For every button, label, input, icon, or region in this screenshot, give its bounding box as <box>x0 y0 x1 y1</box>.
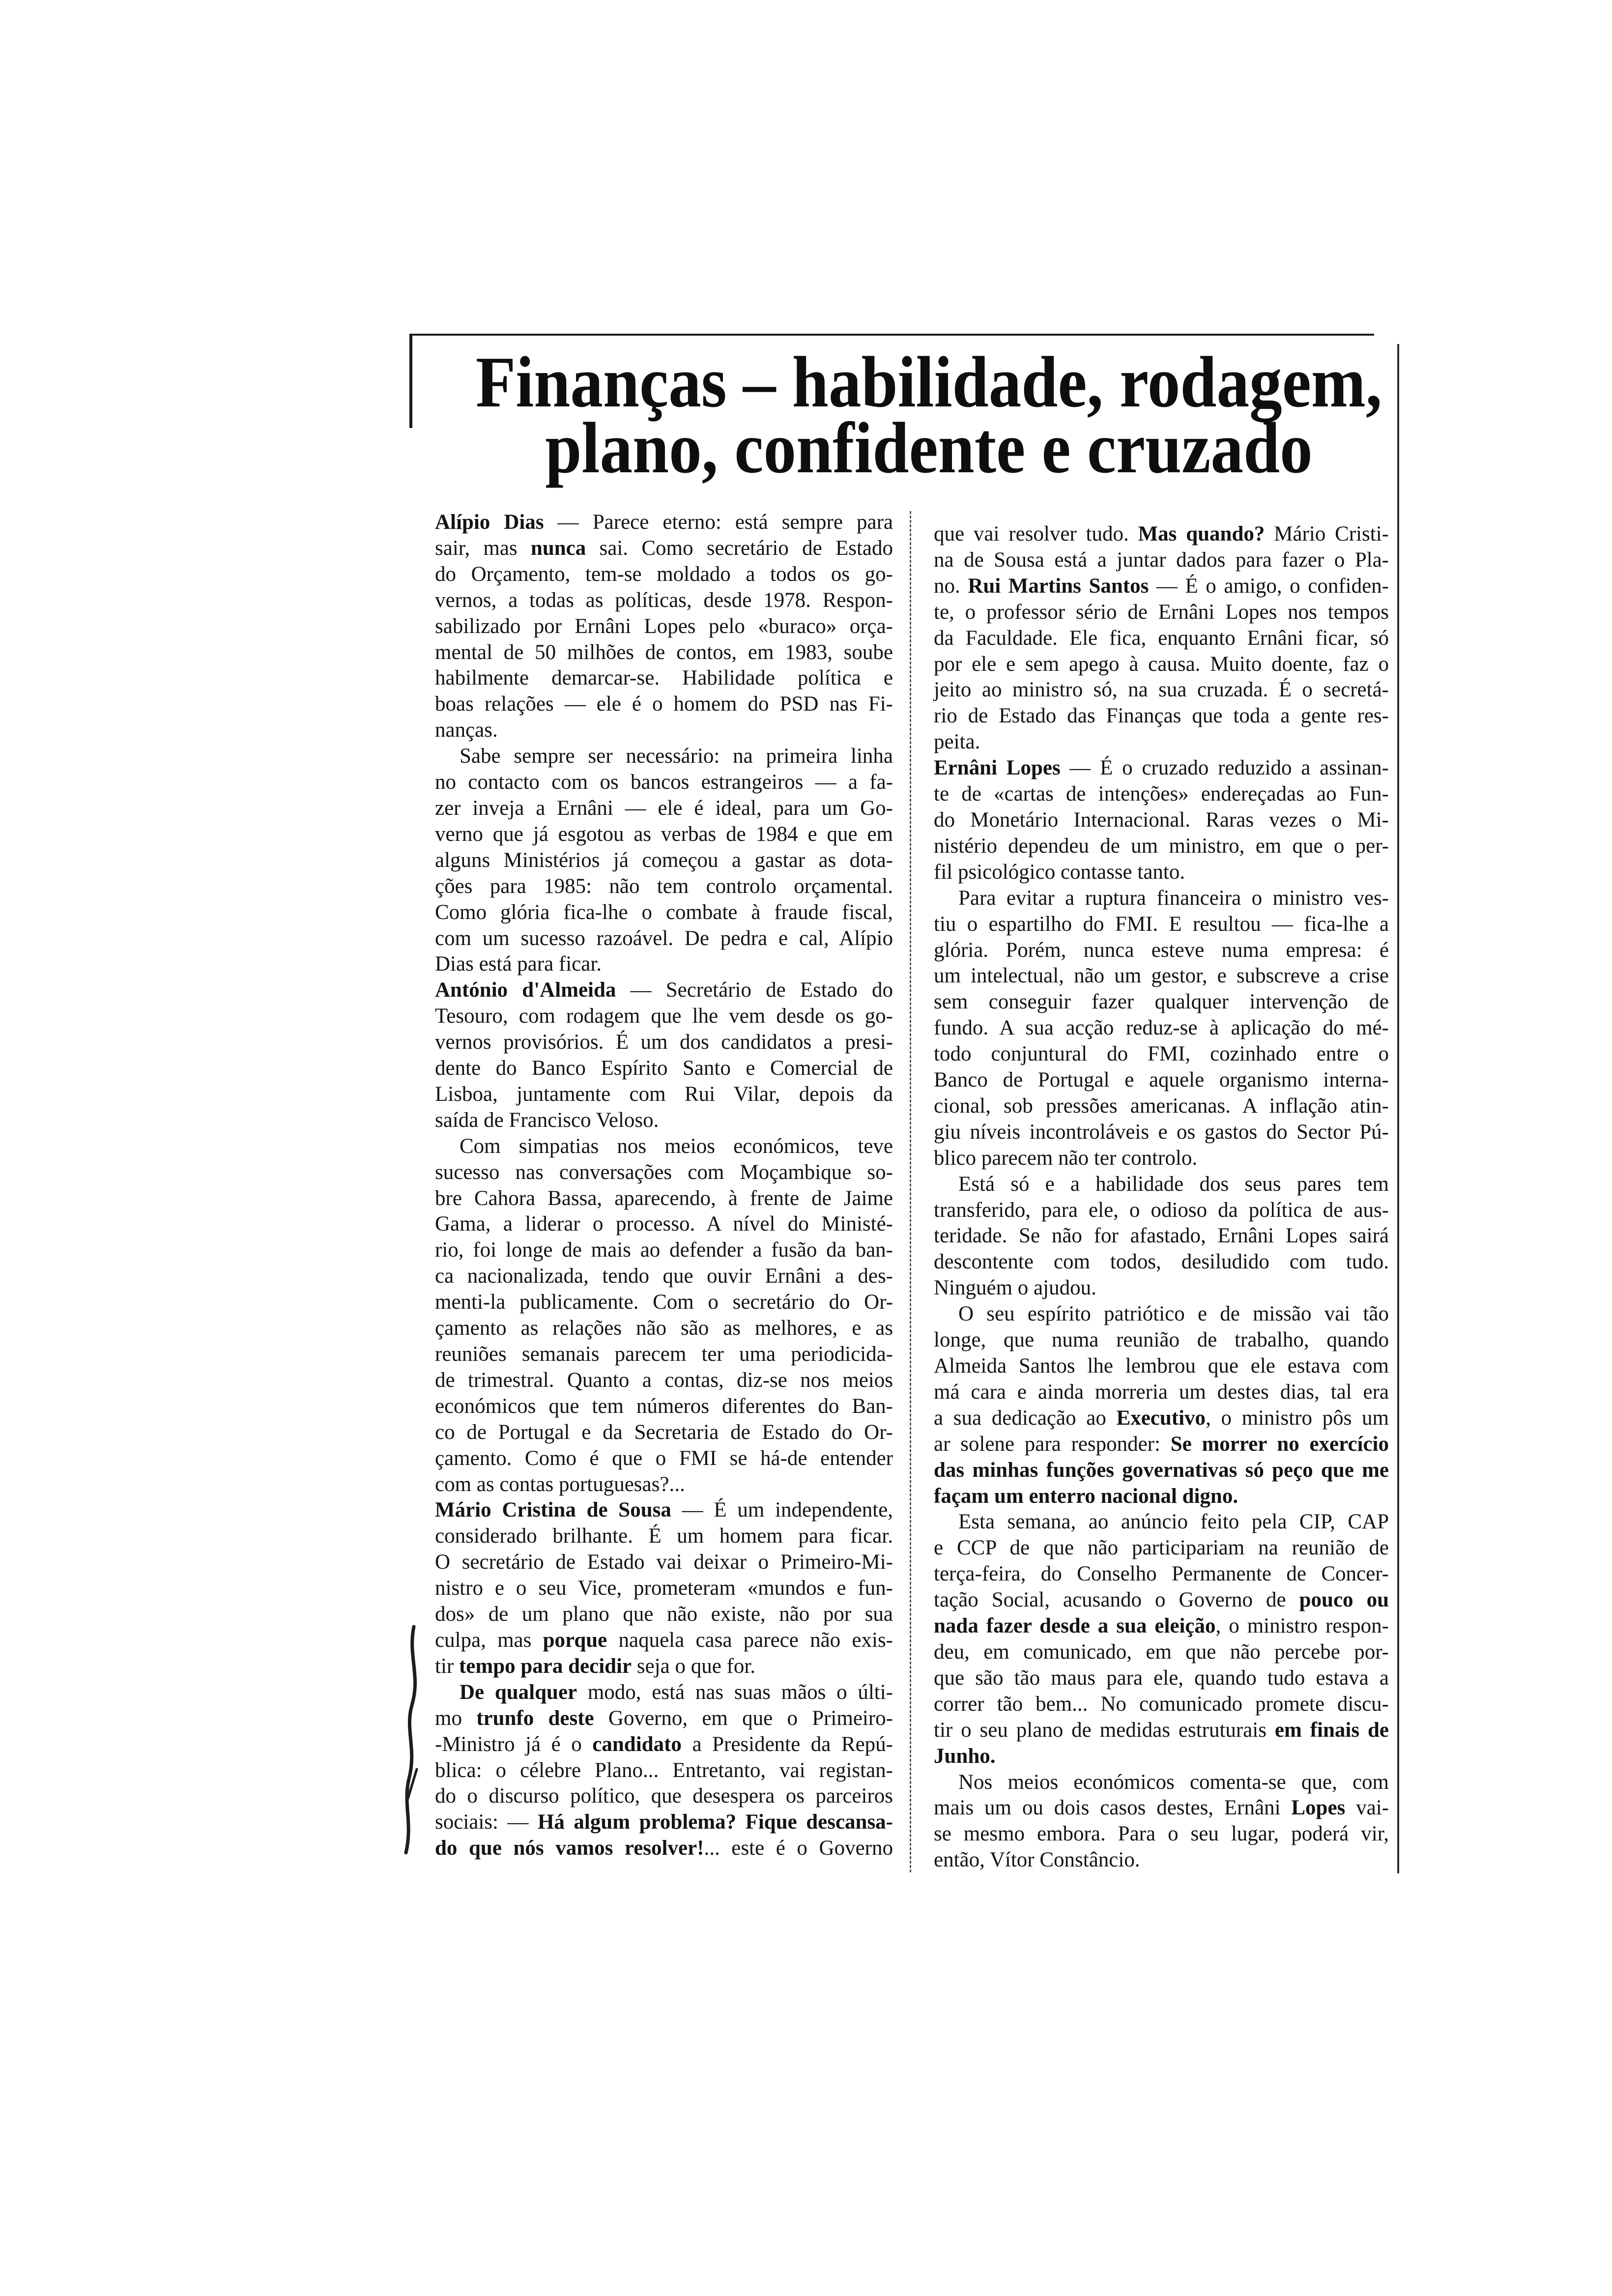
text-line: Nos meios económicos comenta-se que, com <box>958 1770 1389 1794</box>
text-line <box>934 1613 1389 1639</box>
paragraph <box>934 1172 1389 1302</box>
text-line: te, o professor sério de Ernâni Lopes nos tempos <box>934 600 1389 624</box>
right-text-column <box>934 521 1389 1873</box>
text-run: seja o que for. <box>632 1654 756 1678</box>
bold-text-run: Se morrer no exercício <box>1170 1432 1389 1456</box>
bold-text-run: Alípio Dias <box>435 511 544 534</box>
text-line: económicos que tem números diferentes do Ban- <box>435 1394 893 1418</box>
text-run: tir <box>435 1654 459 1678</box>
top-border-rule <box>411 334 1374 336</box>
profile-paragraph <box>435 977 893 1133</box>
text-line: terça-feira, do Conselho Permanente de Concer- <box>934 1562 1389 1586</box>
text-line: nistro e o seu Vice, prometeram «mundos e fun- <box>435 1577 893 1600</box>
text-line: Sabe sempre ser necessário: na primeira linha <box>460 745 893 768</box>
text-line: considerado brilhante. É um homem para ficar. <box>435 1524 893 1548</box>
bold-text-run: façam um enterro nacional digno. <box>934 1484 1238 1508</box>
text-line: zer inveja a Ernâni — ele é ideal, para um Go- <box>435 796 893 820</box>
text-line: de trimestral. Quanto a contas, diz-se nos meios <box>435 1368 893 1392</box>
text-line <box>934 574 1389 600</box>
handwritten-margin-mark <box>388 1622 428 1867</box>
text-line <box>934 1744 1389 1770</box>
text-line: fundo. A sua acção reduz-se à aplicação do mé- <box>934 1016 1389 1040</box>
text-line: longe, que numa reunião de trabalho, quando <box>934 1328 1389 1352</box>
text-run: modo, está nas suas mãos o últi- <box>577 1680 893 1704</box>
bold-text-run: do que nós vamos resolver! <box>435 1837 704 1860</box>
text-line: que são tão maus para ele, quando tudo estava a <box>934 1666 1389 1690</box>
text-line: peita. <box>934 730 980 754</box>
text-line <box>934 755 1389 781</box>
text-line: çamento as relações não são as melhores, e as <box>435 1317 893 1340</box>
right-border-rule <box>1397 344 1399 1873</box>
text-line: giu níveis incontroláveis e os gastos do Sector Pú- <box>934 1120 1389 1144</box>
text-run: — É um independente, <box>671 1498 893 1522</box>
text-line <box>435 1680 893 1706</box>
text-run: , o ministro pôs um <box>1206 1406 1389 1430</box>
text-line: çamento. Como é que o FMI se há-de entender <box>435 1446 893 1470</box>
text-line <box>435 1628 893 1654</box>
bold-text-run: trunfo deste <box>476 1706 594 1730</box>
text-line: Gama, a liderar o processo. A nível do Ministé- <box>435 1212 893 1236</box>
text-run: , o ministro respon- <box>1215 1614 1389 1638</box>
headline <box>388 342 1469 488</box>
text-line <box>435 1706 893 1732</box>
text-line: mental de 50 milhões de contos, em 1983, soube <box>435 640 893 664</box>
text-line <box>934 1795 1389 1821</box>
text-line: reuniões semanais parecem ter uma periodicida- <box>435 1343 893 1366</box>
text-line: nanças. <box>435 718 498 742</box>
text-line: vernos, a todas as políticas, desde 1978. Respon- <box>435 588 893 612</box>
text-line: co de Portugal e da Secretaria de Estado do Or- <box>435 1420 893 1444</box>
text-run: -Ministro já é o <box>435 1732 593 1756</box>
text-line: Para evitar a ruptura financeira o ministro ves- <box>958 886 1389 910</box>
text-line: na de Sousa está a juntar dados para fazer o Pla- <box>934 548 1389 572</box>
text-line: cional, sob pressões americanas. A inflação atin- <box>934 1094 1389 1118</box>
text-line: habilmente demarcar-se. Habilidade política e <box>435 666 893 690</box>
paragraph <box>934 521 1389 755</box>
text-line: Com simpatias nos meios económicos, teve <box>460 1134 893 1158</box>
text-line <box>435 1654 893 1680</box>
bold-text-run: nunca <box>530 536 586 560</box>
paragraph <box>435 1134 893 1498</box>
text-line: Dias está para ficar. <box>435 952 602 976</box>
text-run: sociais: — <box>435 1810 538 1834</box>
text-run: no. <box>934 574 968 598</box>
text-line: boas relações — ele é o homem do PSD nas Fi- <box>435 692 893 716</box>
text-run: — É o cruzado reduzido a assinan- <box>1060 756 1389 780</box>
text-line: te de «cartas de intenções» endereçadas ao Fun- <box>934 782 1389 806</box>
text-run: ... este é o Governo <box>704 1837 893 1860</box>
profile-paragraph <box>435 1497 893 1679</box>
text-line: má cara e ainda morreria um destes dias, tal era <box>934 1380 1389 1404</box>
bold-text-run: em finais de <box>1274 1718 1389 1742</box>
text-run: mo <box>435 1706 477 1730</box>
text-run: Mário Cristi- <box>1265 522 1389 545</box>
text-line <box>435 1836 893 1862</box>
bold-text-run: pouco ou <box>1299 1588 1389 1612</box>
text-line <box>435 1497 893 1523</box>
text-line: Ninguém o ajudou. <box>934 1276 1096 1300</box>
text-line: nistério dependeu de um ministro, em que o per- <box>934 834 1389 858</box>
paragraph <box>934 1770 1389 1874</box>
headline-line-1: Finanças – habilidade, rodagem, <box>475 342 1382 423</box>
text-line <box>934 521 1389 547</box>
text-run: vai- <box>1345 1796 1389 1820</box>
text-line: sabilizado por Ernâni Lopes pelo «buraco» orça- <box>435 614 893 638</box>
text-line: O seu espírito patriótico e de missão vai tão <box>958 1302 1389 1326</box>
text-line: verno que já esgotou as verbas de 1984 e que em <box>435 822 893 846</box>
paragraph <box>934 1301 1389 1509</box>
paragraph <box>934 886 1389 1172</box>
bold-text-run: candidato <box>592 1732 682 1756</box>
profile-paragraph <box>435 510 893 744</box>
bold-text-run: tempo para decidir <box>459 1654 632 1678</box>
text-line <box>934 1432 1389 1458</box>
bold-text-run: Mas quando? <box>1138 522 1265 545</box>
text-line: deu, em comunicado, em que não percebe por- <box>934 1640 1389 1664</box>
text-line: rio, foi longe de mais ao defender a fusão da ban- <box>435 1238 893 1262</box>
text-line: Está só e a habilidade dos seus pares tem <box>958 1172 1389 1196</box>
text-run: culpa, mas <box>435 1628 543 1652</box>
text-line: da Faculdade. Ele fica, enquanto Ernâni ficar, só <box>934 626 1389 650</box>
text-line: com um sucesso razoável. De pedra e cal, Alípio <box>435 926 893 950</box>
text-line <box>435 536 893 562</box>
bold-text-run: António d'Almeida <box>435 978 616 1002</box>
text-run: tação Social, acusando o Governo de <box>934 1588 1299 1612</box>
bold-text-run: nada fazer desde a sua eleição <box>934 1614 1216 1638</box>
text-line: descontente com todos, desiludido com tudo. <box>934 1250 1389 1274</box>
text-line <box>435 977 893 1004</box>
bold-text-run: porque <box>543 1628 607 1652</box>
text-line: se mesmo embora. Para o seu lugar, poderá vir, <box>934 1822 1389 1846</box>
text-line: por ele e sem apego à causa. Muito doente, faz o <box>934 652 1389 676</box>
text-line <box>934 1718 1389 1744</box>
text-line: ca nacionalizada, tendo que ouvir Ernâni a des- <box>435 1264 893 1288</box>
paragraph <box>435 1680 893 1862</box>
text-run: sair, mas <box>435 536 531 560</box>
text-line: transferido, para ele, o odioso da política de aus- <box>934 1198 1389 1222</box>
text-line: menti-la publicamente. Com o secretário do Or- <box>435 1291 893 1314</box>
bold-text-run: Ernâni Lopes <box>934 756 1061 780</box>
text-run: — Parece eterno: está sempre para <box>544 511 893 534</box>
text-line: dos» de um plano que não existe, não por sua <box>435 1603 893 1626</box>
text-run: sai. Como secretário de Estado <box>586 536 893 560</box>
text-run: mais um ou dois casos destes, Ernâni <box>934 1796 1292 1820</box>
text-line <box>934 1587 1389 1613</box>
paragraph <box>435 744 893 977</box>
text-run: naquela casa parece não exis- <box>607 1628 893 1652</box>
text-line <box>934 1458 1389 1484</box>
column-separator <box>910 511 911 1872</box>
bold-text-run: De qualquer <box>460 1680 577 1704</box>
profile-paragraph <box>934 755 1389 886</box>
headline-line-2: plano, confidente e cruzado <box>545 408 1313 488</box>
text-line: dente do Banco Espírito Santo e Comercial de <box>435 1057 893 1080</box>
text-line <box>934 1484 1389 1510</box>
text-line: do o discurso político, que desespera os parceiros <box>435 1784 893 1808</box>
text-line: glória. Porém, nunca esteve numa empresa: é <box>934 938 1389 962</box>
text-run: — Secretário de Estado do <box>616 978 893 1002</box>
text-line: vernos provisórios. É um dos candidatos a presi- <box>435 1031 893 1054</box>
bold-text-run: Mário Cristina de Sousa <box>435 1498 671 1522</box>
text-run: Governo, em que o Primeiro- <box>594 1706 893 1730</box>
text-line <box>435 1732 893 1758</box>
bold-text-run: Rui Martins Santos <box>968 574 1149 598</box>
text-run: tir o seu plano de medidas estruturais <box>934 1718 1275 1742</box>
text-run: ar solene para responder: <box>934 1432 1171 1456</box>
text-line: blica: o célebre Plano... Entretanto, vai registan- <box>435 1758 893 1782</box>
text-line: O secretário de Estado vai deixar o Primeiro-Mi- <box>435 1550 893 1574</box>
text-line <box>435 1809 893 1836</box>
text-run: a Presidente da Repú- <box>681 1732 893 1756</box>
text-line <box>934 1406 1389 1432</box>
text-line: no contacto com os bancos estrangeiros — a fa- <box>435 771 893 794</box>
text-line: então, Vítor Constâncio. <box>934 1848 1140 1872</box>
text-line: fil psicológico contasse tanto. <box>934 860 1185 884</box>
text-line: rio de Estado das Finanças que toda a gente res- <box>934 704 1389 728</box>
text-line: sucesso nas conversações com Moçambique so- <box>435 1160 893 1184</box>
text-line: sem conseguir fazer qualquer intervenção de <box>934 990 1389 1014</box>
text-line: correr tão bem... No comunicado promete discu- <box>934 1692 1389 1716</box>
text-line: Tesouro, com rodagem que lhe vem desde os go- <box>435 1004 893 1028</box>
left-text-column <box>435 510 893 1862</box>
text-line: jeito ao ministro só, na sua cruzada. É o secretá- <box>934 678 1389 702</box>
text-line: ções para 1985: não tem controlo orçamental. <box>435 874 893 898</box>
text-line: tiu o espartilho do FMI. E resultou — fica-lhe a <box>934 912 1389 936</box>
text-line: saída de Francisco Veloso. <box>435 1108 659 1132</box>
text-line: teridade. Se não for afastado, Ernâni Lopes sairá <box>934 1224 1389 1248</box>
paragraph <box>934 1509 1389 1769</box>
text-line: com as contas portuguesas?... <box>435 1472 685 1496</box>
text-line: alguns Ministérios já começou a gastar as dota- <box>435 848 893 872</box>
text-run: que vai resolver tudo. <box>934 522 1138 545</box>
text-line: Almeida Santos lhe lembrou que ele estava com <box>934 1354 1389 1378</box>
text-line: Banco de Portugal e aquele organismo interna- <box>934 1068 1389 1092</box>
bold-text-run: das minhas funções governativas só peço que me <box>934 1458 1389 1482</box>
text-line: Esta semana, ao anúncio feito pela CIP, CAP <box>958 1510 1389 1534</box>
text-line: do Monetário Internacional. Raras vezes o Mi- <box>934 808 1389 832</box>
text-run: — É o amigo, o confiden- <box>1149 574 1389 598</box>
bold-text-run: Lopes <box>1291 1796 1346 1820</box>
bold-text-run: Executivo <box>1116 1406 1206 1430</box>
text-line: um intelectual, não um gestor, e subscreve a crise <box>934 964 1389 988</box>
text-line: Lisboa, juntamente com Rui Vilar, depois da <box>435 1082 893 1106</box>
text-line: todo conjuntural do FMI, cozinhado entre o <box>934 1042 1389 1066</box>
text-line: do Orçamento, tem-se moldado a todos os go- <box>435 562 893 586</box>
bold-text-run: Há algum problema? Fique descansa- <box>537 1810 893 1834</box>
text-line <box>435 510 893 536</box>
bold-text-run: Junho. <box>934 1744 996 1768</box>
text-run: a sua dedicação ao <box>934 1406 1117 1430</box>
text-line: Como glória fica-lhe o combate à fraude fiscal, <box>435 900 893 924</box>
text-line: blico parecem não ter controlo. <box>934 1146 1198 1170</box>
text-line: e CCP de que não participariam na reunião de <box>934 1536 1389 1560</box>
text-line: bre Cahora Bassa, aparecendo, à frente de Jaime <box>435 1186 893 1210</box>
